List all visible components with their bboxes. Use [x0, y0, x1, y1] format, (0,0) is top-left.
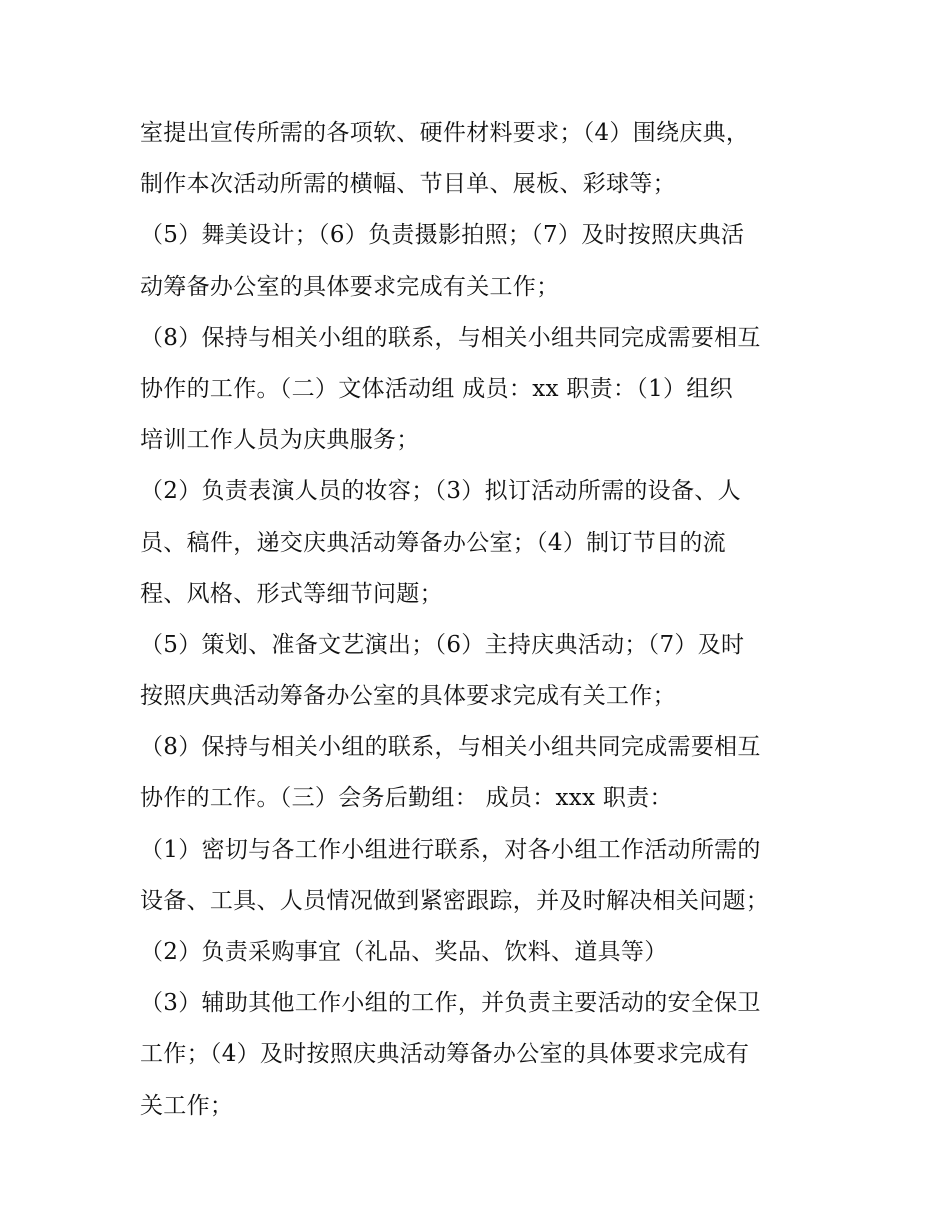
text-line: 协作的工作。（三）会务后勤组： 成员：xxx 职责：	[140, 785, 673, 812]
text-line: （8）保持与相关小组的联系，与相关小组共同完成需要相互	[140, 734, 761, 761]
text-line: （1）密切与各工作小组进行联系，对各小组工作活动所需的	[140, 836, 761, 863]
text-line: 培训工作人员为庆典服务；	[140, 427, 420, 454]
text-line: 室提出宣传所需的各项软、硬件材料要求；（4）围绕庆典，	[140, 120, 750, 146]
text-line: 关工作；	[140, 1092, 234, 1119]
text-line: 员、稿件，递交庆典活动筹备办公室；（4）制订节目的流	[140, 529, 726, 556]
text-line: （8）保持与相关小组的联系，与相关小组共同完成需要相互	[140, 324, 761, 351]
body-text	[140, 108, 840, 1132]
text-line: 工作；（4）及时按照庆典活动筹备办公室的具体要求完成有	[140, 1041, 750, 1068]
text-line: 协作的工作。（二）文体活动组 成员：xx 职责：（1）组织	[140, 375, 733, 402]
text-line: 设备、工具、人员情况做到紧密跟踪，并及时解决相关问题；	[140, 887, 770, 914]
text-line: 按照庆典活动筹备办公室的具体要求完成有关工作；	[140, 683, 676, 710]
text-line: 制作本次活动所需的横幅、节目单、展板、彩球等；	[140, 171, 676, 198]
text-line: （2）负责采购事宜（礼品、奖品、饮料、道具等）	[140, 939, 668, 965]
text-line: 程、风格、形式等细节问题；	[140, 580, 443, 607]
text-line: （3）辅助其他工作小组的工作，并负责主要活动的安全保卫	[140, 990, 761, 1017]
text-line: （2）负责表演人员的妆容；（3）拟订活动所需的设备、人	[140, 478, 741, 505]
text-line: （5）策划、准备文艺演出；（6）主持庆典活动；（7）及时	[140, 631, 745, 658]
text-line: 动筹备办公室的具体要求完成有关工作；	[140, 273, 560, 300]
text-line: （5）舞美设计；（6）负责摄影拍照；（7）及时按照庆典活	[140, 222, 745, 249]
